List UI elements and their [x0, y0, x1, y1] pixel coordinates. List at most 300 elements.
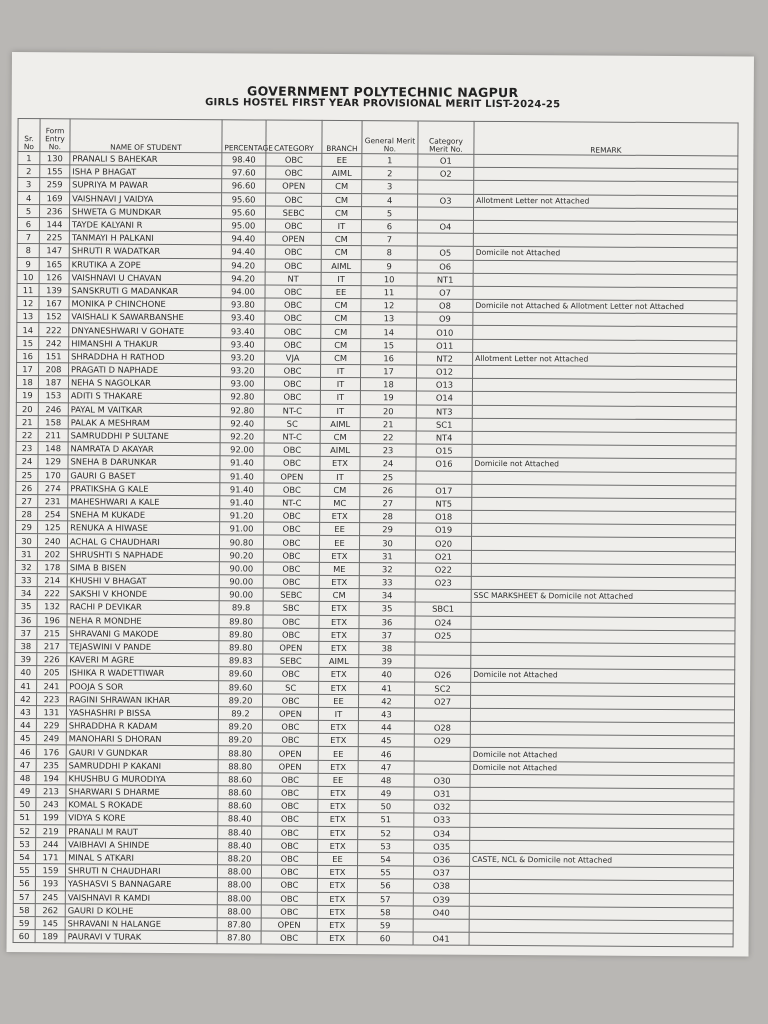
general-merit-no-cell: 51: [358, 813, 414, 827]
student-name-cell: SHRUSHTI S NAPHADE: [67, 547, 219, 561]
form-entry-no-cell: 249: [36, 732, 66, 745]
remark-cell: Allotment Letter not Attached: [473, 352, 737, 367]
student-name-cell: KOMAL S ROKADE: [66, 798, 218, 812]
category-cell: OBC: [265, 219, 321, 233]
category-cell: OBC: [265, 311, 321, 325]
form-entry-no-cell: 262: [35, 903, 65, 916]
percentage-cell: 91.40: [220, 469, 264, 482]
sr-no-cell: 7: [17, 231, 39, 244]
sr-no-cell: 55: [13, 864, 35, 877]
form-entry-no-cell: 159: [35, 864, 65, 877]
remark-cell: Domicile not Attached: [473, 247, 737, 262]
col-form-entry: Form Entry No.: [40, 119, 70, 152]
sr-no-cell: 2: [18, 165, 40, 178]
sr-no-cell: 41: [15, 679, 37, 692]
category-merit-no-cell: O20: [415, 536, 471, 550]
percentage-cell: 91.20: [220, 509, 264, 522]
student-name-cell: PAYAL M VAITKAR: [68, 402, 220, 416]
table-header-row: [18, 119, 738, 156]
student-name-cell: YASHASHRI P BISSA: [66, 706, 218, 720]
student-name-cell: PRANALI M RAUT: [66, 824, 218, 838]
category-cell: SBC: [263, 601, 319, 615]
category-merit-no-cell: O17: [416, 484, 472, 498]
percentage-cell: 94.00: [221, 285, 265, 298]
percentage-cell: 91.40: [220, 456, 264, 469]
form-entry-no-cell: 245: [35, 890, 65, 903]
category-merit-no-cell: O36: [414, 853, 470, 867]
percentage-cell: 94.40: [221, 232, 265, 245]
category-cell: OBC: [264, 443, 320, 457]
merit-table-body: [13, 152, 738, 948]
general-merit-no-cell: 29: [360, 523, 416, 537]
sr-no-cell: 30: [15, 534, 37, 547]
sr-no-cell: 35: [15, 600, 37, 613]
category-merit-no-cell: SBC1: [415, 602, 471, 616]
general-merit-no-cell: 34: [359, 589, 415, 603]
category-cell: SEBC: [263, 588, 319, 602]
category-cell: OBC: [265, 245, 321, 259]
category-cell: SEBC: [263, 654, 319, 668]
general-merit-no-cell: 37: [359, 628, 415, 642]
category-cell: OBC: [262, 799, 318, 813]
col-sr-no: Sr. No: [18, 119, 40, 152]
form-entry-no-cell: 194: [36, 771, 66, 784]
form-entry-no-cell: 176: [36, 745, 66, 758]
branch-cell: EE: [321, 285, 361, 298]
general-merit-no-cell: 40: [359, 668, 415, 682]
student-name-cell: KHUSHI V BHAGAT: [67, 574, 219, 588]
general-merit-no-cell: 31: [359, 549, 415, 563]
general-merit-no-cell: 58: [357, 905, 413, 919]
category-cell: OBC: [262, 773, 318, 787]
branch-cell: ETX: [319, 641, 359, 654]
sr-no-cell: 54: [14, 850, 36, 863]
percentage-cell: 88.60: [218, 773, 262, 786]
category-cell: OBC: [264, 456, 320, 470]
remark-cell: Domicile not Attached: [470, 761, 734, 776]
student-name-cell: RACHI P DEVIKAR: [67, 600, 219, 614]
student-name-cell: GAURI G BASET: [68, 468, 220, 482]
branch-cell: AIML: [322, 167, 362, 180]
category-cell: OBC: [262, 786, 318, 800]
category-merit-no-cell: O7: [417, 286, 473, 300]
percentage-cell: 88.00: [217, 865, 261, 878]
category-merit-no-cell: O3: [418, 194, 474, 208]
form-entry-no-cell: 178: [37, 560, 67, 573]
student-name-cell: NAMRATA D AKAYAR: [68, 442, 220, 456]
branch-cell: CM: [321, 312, 361, 325]
category-merit-no-cell: NT1: [417, 273, 473, 287]
branch-cell: EE: [320, 523, 360, 536]
percentage-cell: 88.00: [217, 904, 261, 917]
remark-cell: Domicile not Attached: [471, 669, 735, 684]
percentage-cell: 88.00: [217, 878, 261, 891]
category-cell: OPEN: [264, 470, 320, 484]
branch-cell: ETX: [319, 549, 359, 562]
category-cell: OBC: [264, 377, 320, 391]
student-name-cell: TAYDE KALYANI R: [69, 218, 221, 232]
branch-cell: CM: [322, 193, 362, 206]
student-name-cell: KHUSHBU G MURODIYA: [66, 772, 218, 786]
category-cell: OBC: [265, 324, 321, 338]
category-merit-no-cell: O19: [416, 523, 472, 537]
percentage-cell: 94.40: [221, 245, 265, 258]
category-merit-no-cell: O13: [416, 378, 472, 392]
sr-no-cell: 20: [16, 402, 38, 415]
general-merit-no-cell: 10: [361, 272, 417, 286]
student-name-cell: SAMRUDDHI P SULTANE: [68, 429, 220, 443]
student-name-cell: SANSKRUTI G MADANKAR: [69, 284, 221, 298]
sr-no-cell: 16: [17, 349, 39, 362]
branch-cell: ETX: [319, 628, 359, 641]
document-page: [7, 52, 754, 957]
branch-cell: AIML: [320, 417, 360, 430]
branch-cell: ETX: [319, 681, 359, 694]
sr-no-cell: 13: [17, 310, 39, 323]
category-cell: SC: [263, 681, 319, 695]
branch-cell: ETX: [318, 760, 358, 773]
student-name-cell: SHRADDHA H RATHOD: [69, 350, 221, 364]
col-name: NAME OF STUDENT: [70, 119, 222, 153]
general-merit-no-cell: 17: [361, 365, 417, 379]
percentage-cell: 93.80: [221, 298, 265, 311]
category-merit-no-cell: O12: [417, 365, 473, 379]
form-entry-no-cell: 259: [40, 178, 70, 191]
category-merit-no-cell: O4: [417, 220, 473, 234]
form-entry-no-cell: 148: [38, 442, 68, 455]
student-name-cell: SAKSHI V KHONDE: [67, 587, 219, 601]
branch-cell: CM: [320, 430, 360, 443]
branch-cell: EE: [319, 694, 359, 707]
category-cell: OBC: [262, 720, 318, 734]
student-name-cell: VAISHNAVI J VAIDYA: [70, 191, 222, 205]
category-merit-no-cell: O2: [418, 167, 474, 181]
general-merit-no-cell: 41: [359, 681, 415, 695]
category-cell: OBC: [262, 812, 318, 826]
category-merit-no-cell: [418, 180, 474, 194]
category-cell: OBC: [263, 535, 319, 549]
percentage-cell: 90.80: [219, 535, 263, 548]
student-name-cell: VAISHNAVI R KAMDI: [65, 890, 217, 904]
general-merit-no-cell: 11: [361, 286, 417, 300]
student-name-cell: SIMA B BISEN: [67, 561, 219, 575]
branch-cell: IT: [320, 391, 360, 404]
percentage-cell: 92.80: [220, 390, 264, 403]
sr-no-cell: 23: [16, 442, 38, 455]
category-merit-no-cell: [414, 708, 470, 722]
general-merit-no-cell: 53: [358, 839, 414, 853]
list-title: GIRLS HOSTEL FIRST YEAR PROVISIONAL MERIT LIST-2024-25: [205, 97, 561, 111]
branch-cell: ETX: [317, 892, 357, 905]
category-cell: OPEN: [262, 746, 318, 760]
student-name-cell: POOJA S SOR: [67, 679, 219, 693]
category-cell: OBC: [261, 865, 317, 879]
general-merit-no-cell: 50: [358, 800, 414, 814]
category-merit-no-cell: O18: [416, 510, 472, 524]
category-cell: NT: [265, 272, 321, 286]
sr-no-cell: 36: [15, 613, 37, 626]
student-name-cell: PRATIKSHA G KALE: [68, 482, 220, 496]
general-merit-no-cell: 25: [360, 470, 416, 484]
percentage-cell: 88.80: [218, 759, 262, 772]
form-entry-no-cell: 189: [35, 930, 65, 943]
percentage-cell: 92.00: [220, 443, 264, 456]
percentage-cell: 95.60: [221, 206, 265, 219]
remark-cell: CASTE, NCL & Domicile not Attached: [470, 853, 734, 868]
branch-cell: IT: [318, 707, 358, 720]
student-name-cell: GAURI V GUNDKAR: [66, 745, 218, 759]
category-merit-no-cell: O11: [417, 339, 473, 353]
category-cell: NT-C: [264, 430, 320, 444]
category-merit-no-cell: O31: [414, 787, 470, 801]
form-entry-no-cell: 211: [38, 429, 68, 442]
form-entry-no-cell: 167: [39, 297, 69, 310]
branch-cell: CM: [321, 298, 361, 311]
student-name-cell: VIDYA S KORE: [66, 811, 218, 825]
percentage-cell: 93.40: [221, 324, 265, 337]
form-entry-no-cell: 130: [40, 152, 70, 165]
form-entry-no-cell: 225: [39, 231, 69, 244]
category-merit-no-cell: [414, 747, 470, 761]
branch-cell: IT: [320, 378, 360, 391]
sr-no-cell: 26: [16, 481, 38, 494]
percentage-cell: 90.00: [219, 575, 263, 588]
sr-no-cell: 60: [13, 930, 35, 943]
remark-cell: Domicile not Attached: [472, 458, 736, 473]
sr-no-cell: 8: [17, 244, 39, 257]
category-cell: OPEN: [261, 918, 317, 932]
percentage-cell: 91.00: [220, 522, 264, 535]
sr-no-cell: 15: [17, 336, 39, 349]
category-merit-no-cell: O16: [416, 457, 472, 471]
general-merit-no-cell: 35: [359, 602, 415, 616]
branch-cell: ETX: [317, 918, 357, 931]
branch-cell: ETX: [319, 575, 359, 588]
category-merit-no-cell: O22: [415, 563, 471, 577]
student-name-cell: NEHA S NAGOLKAR: [68, 376, 220, 390]
form-entry-no-cell: 196: [37, 613, 67, 626]
category-cell: OBC: [265, 285, 321, 299]
sr-no-cell: 48: [14, 771, 36, 784]
percentage-cell: 92.40: [220, 417, 264, 430]
general-merit-no-cell: 18: [360, 378, 416, 392]
category-cell: OBC: [265, 298, 321, 312]
form-entry-no-cell: 145: [35, 917, 65, 930]
form-entry-no-cell: 152: [39, 310, 69, 323]
branch-cell: ETX: [317, 866, 357, 879]
sr-no-cell: 21: [16, 415, 38, 428]
category-merit-no-cell: O30: [414, 774, 470, 788]
percentage-cell: 94.20: [221, 258, 265, 271]
form-entry-no-cell: 187: [38, 376, 68, 389]
percentage-cell: 97.60: [222, 166, 266, 179]
student-name-cell: VAISHALI K SAWARBANSHE: [69, 310, 221, 324]
sr-no-cell: 5: [17, 204, 39, 217]
form-entry-no-cell: 246: [38, 402, 68, 415]
category-cell: OBC: [264, 483, 320, 497]
sr-no-cell: 1: [18, 152, 40, 165]
student-name-cell: SHRADDHA R KADAM: [66, 719, 218, 733]
category-merit-no-cell: O27: [415, 695, 471, 709]
category-merit-no-cell: [416, 470, 472, 484]
percentage-cell: 89.80: [219, 628, 263, 641]
branch-cell: AIML: [320, 444, 360, 457]
sr-no-cell: 38: [15, 639, 37, 652]
sr-no-cell: 53: [14, 837, 36, 850]
general-merit-no-cell: 1: [362, 154, 418, 168]
sr-no-cell: 6: [17, 217, 39, 230]
student-name-cell: ADITI S THAKARE: [68, 389, 220, 403]
category-cell: OBC: [265, 259, 321, 273]
sr-no-cell: 37: [15, 626, 37, 639]
sr-no-cell: 43: [14, 705, 36, 718]
category-cell: OBC: [263, 575, 319, 589]
percentage-cell: 90.00: [219, 588, 263, 601]
general-merit-no-cell: 52: [358, 826, 414, 840]
merit-table: [13, 118, 739, 948]
student-name-cell: KAVERI M AGRE: [67, 653, 219, 667]
sr-no-cell: 31: [15, 547, 37, 560]
student-name-cell: PAURAVI V TURAK: [65, 930, 217, 944]
category-merit-no-cell: O39: [413, 892, 469, 906]
general-merit-no-cell: 19: [360, 391, 416, 405]
general-merit-no-cell: 13: [361, 312, 417, 326]
sr-no-cell: 10: [17, 270, 39, 283]
sr-no-cell: 34: [15, 587, 37, 600]
student-name-cell: SHRUTI N CHAUDHARI: [65, 864, 217, 878]
category-cell: OBC: [266, 193, 322, 207]
form-entry-no-cell: 215: [37, 626, 67, 639]
category-cell: OBC: [264, 390, 320, 404]
general-merit-no-cell: 36: [359, 615, 415, 629]
percentage-cell: 93.20: [221, 364, 265, 377]
category-merit-no-cell: O40: [413, 906, 469, 920]
sr-no-cell: 28: [16, 508, 38, 521]
branch-cell: ETX: [318, 839, 358, 852]
form-entry-no-cell: 144: [39, 218, 69, 231]
general-merit-no-cell: 45: [358, 734, 414, 748]
sr-no-cell: 42: [15, 692, 37, 705]
col-category: CATEGORY: [266, 120, 322, 153]
branch-cell: ETX: [319, 668, 359, 681]
branch-cell: IT: [320, 404, 360, 417]
percentage-cell: 88.80: [218, 746, 262, 759]
sr-no-cell: 4: [18, 191, 40, 204]
sr-no-cell: 46: [14, 745, 36, 758]
branch-cell: ETX: [319, 615, 359, 628]
general-merit-no-cell: 14: [361, 325, 417, 339]
branch-cell: CM: [321, 325, 361, 338]
sr-no-cell: 11: [17, 283, 39, 296]
sr-no-cell: 57: [13, 890, 35, 903]
category-cell: OPEN: [263, 641, 319, 655]
category-cell: OBC: [261, 905, 317, 919]
category-cell: OBC: [262, 852, 318, 866]
general-merit-no-cell: 39: [359, 655, 415, 669]
form-entry-no-cell: 208: [39, 363, 69, 376]
general-merit-no-cell: 26: [360, 483, 416, 497]
branch-cell: CM: [321, 233, 361, 246]
sr-no-cell: 49: [14, 785, 36, 798]
category-merit-no-cell: SC2: [415, 681, 471, 695]
percentage-cell: 96.60: [222, 179, 266, 192]
percentage-cell: 88.40: [218, 825, 262, 838]
form-entry-no-cell: 170: [38, 468, 68, 481]
branch-cell: CM: [322, 180, 362, 193]
category-merit-no-cell: O23: [415, 576, 471, 590]
general-merit-no-cell: 43: [358, 708, 414, 722]
category-cell: OBC: [263, 615, 319, 629]
category-cell: NT-C: [264, 496, 320, 510]
student-name-cell: SAMRUDDHI P KAKANI: [66, 758, 218, 772]
general-merit-no-cell: 46: [358, 747, 414, 761]
student-name-cell: YASHASVI S BANNAGARE: [65, 877, 217, 891]
form-entry-no-cell: 217: [37, 640, 67, 653]
form-entry-no-cell: 254: [38, 508, 68, 521]
sr-no-cell: 12: [17, 297, 39, 310]
category-cell: OBC: [261, 892, 317, 906]
form-entry-no-cell: 226: [37, 653, 67, 666]
institute-title: GOVERNMENT POLYTECHNIC NAGPUR: [247, 83, 519, 101]
branch-cell: CM: [320, 483, 360, 496]
branch-cell: IT: [320, 470, 360, 483]
sr-no-cell: 51: [14, 811, 36, 824]
form-entry-no-cell: 213: [36, 785, 66, 798]
branch-cell: CM: [319, 589, 359, 602]
category-merit-no-cell: [417, 207, 473, 221]
branch-cell: IT: [321, 364, 361, 377]
col-general-merit: General Merit No.: [362, 121, 418, 154]
student-name-cell: PRAGATI D NAPHADE: [69, 363, 221, 377]
general-merit-no-cell: 3: [362, 180, 418, 194]
student-name-cell: PRANALI S BAHEKAR: [70, 152, 222, 166]
percentage-cell: 88.40: [218, 812, 262, 825]
branch-cell: ETX: [320, 509, 360, 522]
form-entry-no-cell: 222: [39, 323, 69, 336]
remark-cell: Domicile not Attached & Allotment Letter not Attached: [473, 299, 737, 314]
branch-cell: ETX: [317, 905, 357, 918]
sr-no-cell: 19: [16, 389, 38, 402]
sr-no-cell: 45: [14, 732, 36, 745]
branch-cell: CM: [321, 338, 361, 351]
branch-cell: ME: [319, 562, 359, 575]
student-name-cell: TANMAYI H PALKANI: [69, 231, 221, 245]
branch-cell: CM: [321, 206, 361, 219]
form-entry-no-cell: 153: [38, 389, 68, 402]
sr-no-cell: 59: [13, 916, 35, 929]
sr-no-cell: 40: [15, 666, 37, 679]
branch-cell: ETX: [318, 826, 358, 839]
branch-cell: ETX: [318, 786, 358, 799]
branch-cell: ETX: [318, 800, 358, 813]
branch-cell: ETX: [317, 879, 357, 892]
form-entry-no-cell: 125: [38, 521, 68, 534]
percentage-cell: 92.20: [220, 430, 264, 443]
category-merit-no-cell: O6: [417, 259, 473, 273]
student-name-cell: SUPRIYA M PAWAR: [70, 178, 222, 192]
form-entry-no-cell: 202: [37, 547, 67, 560]
general-merit-no-cell: 54: [358, 853, 414, 867]
student-name-cell: TEJASWINI V PANDE: [67, 640, 219, 654]
category-merit-no-cell: NT5: [416, 497, 472, 511]
branch-cell: CM: [321, 246, 361, 259]
percentage-cell: 88.60: [218, 799, 262, 812]
sr-no-cell: 9: [17, 257, 39, 270]
category-cell: OBC: [262, 826, 318, 840]
percentage-cell: 93.40: [221, 311, 265, 324]
branch-cell: AIML: [321, 259, 361, 272]
category-cell: SEBC: [265, 206, 321, 220]
